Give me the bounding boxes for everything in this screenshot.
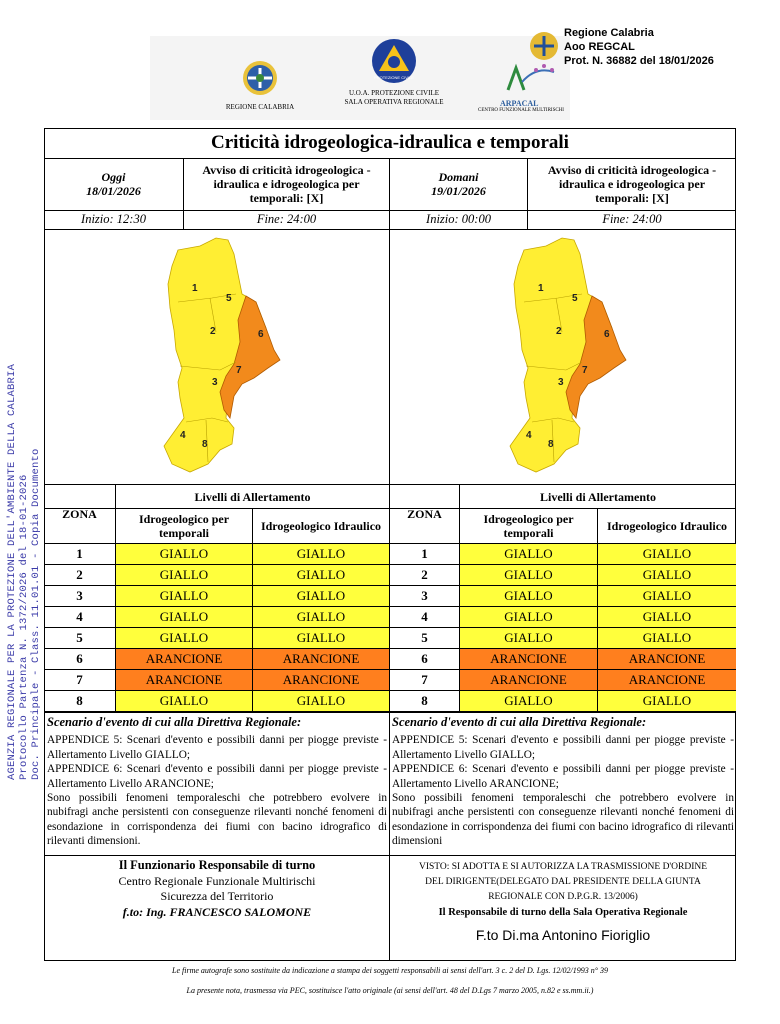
tomorrow-col-idraulico: Idrogeologico Idraulico: [606, 519, 728, 533]
bulletin-title: Criticità idrogeologica-idraulica e temporali: [211, 132, 569, 153]
today-date-cell: [44, 158, 183, 210]
zone-number: 7: [76, 672, 83, 687]
zone-number: 5: [421, 630, 428, 645]
protezione-badge-text: PROTEZIONE CIVILE: [374, 75, 414, 80]
alert-level-temporali: GIALLO: [116, 565, 252, 585]
map-zone-label: 4: [180, 430, 186, 441]
alert-level-temporali: GIALLO: [460, 544, 597, 564]
map-zone-label: 8: [548, 439, 554, 450]
alert-level-idraulico: GIALLO: [253, 565, 389, 585]
map-zone-label: 6: [604, 329, 610, 340]
alert-level-idraulico: GIALLO: [253, 691, 389, 711]
today-levels-header: Livelli di Allertamento: [194, 489, 311, 504]
zone-number: 2: [421, 567, 428, 582]
zone-number: 1: [421, 546, 428, 561]
alert-level-temporali: GIALLO: [460, 628, 597, 648]
protezione-civile-emblem-icon: [371, 38, 417, 84]
map-zone-label: 3: [212, 377, 218, 388]
side-stamp-line-3: Doc. Principale - Class. 11.01.01 - Copia Documento: [30, 448, 42, 780]
alert-level-temporali: GIALLO: [460, 586, 597, 606]
alert-level-idraulico: ARANCIONE: [598, 670, 736, 690]
alert-level-idraulico: GIALLO: [253, 586, 389, 606]
alert-level-temporali: ARANCIONE: [460, 670, 597, 690]
alert-level-idraulico: GIALLO: [253, 628, 389, 648]
regione-emblem-icon: [234, 58, 286, 98]
alert-level-temporali: GIALLO: [460, 565, 597, 585]
left-role: Il Funzionario Responsabile di turno: [118, 858, 316, 872]
today-zona-header: ZONA: [62, 507, 97, 521]
today-scenario: [45, 715, 389, 849]
right-visto-1: VISTO: SI ADOTTA E SI AUTORIZZA LA TRASMISSIONE D'ORDINE: [418, 862, 708, 872]
tomorrow-zona-header: ZONA: [407, 507, 442, 521]
protocol-line-2: Aoo REGCAL: [564, 41, 635, 53]
left-office-1: Centro Regionale Funzionale Multirischi: [118, 873, 316, 888]
alert-level-idraulico: ARANCIONE: [598, 649, 736, 669]
protezione-caption-2: SALA OPERATIVA REGIONALE: [344, 98, 444, 106]
arpacal-logo: [476, 60, 566, 114]
zone-number: 1: [76, 546, 83, 561]
tomorrow-date-cell: [390, 158, 527, 210]
side-stamp-line-1: AGENZIA REGIONALE PER LA PROTEZIONE DELL'AMBIENTE DELLA CALABRIA: [6, 363, 18, 780]
note-pec: La presente nota, trasmessa via PEC, sostituisce l'atto originale (ai sensi dell'art. 48 del D.Lgs 7 marzo 2005, n.82 e ss.mm.ii.): [186, 986, 594, 995]
today-calabria-map: [150, 232, 290, 482]
regione-calabria-logo: [225, 58, 295, 112]
zone-number: 2: [76, 567, 83, 582]
map-zone-label: 7: [582, 365, 588, 376]
side-stamp-line-2: Protocollo Partenza N. 1372/2026 del 18-01-2026: [18, 474, 30, 780]
regione-seal-icon: [528, 30, 560, 62]
rule: [44, 855, 736, 856]
today-scenario-p3: Sono possibili fenomeni temporaleschi che potrebbero evolvere in nubifragi anche persistenti con conseguenze rilevanti nonché fenomeni di esondazione in corrispondenza dei fiumi con bacino idrografico di rilevanti dimensioni.: [47, 792, 387, 848]
today-col-temporali: Idrogeologico per temporali: [138, 512, 230, 540]
arpacal-sub: CENTRO FUNZIONALE MULTIRISCHI: [478, 108, 564, 113]
alert-level-temporali: GIALLO: [116, 607, 252, 627]
tomorrow-levels-header: Livelli di Allertamento: [540, 489, 656, 504]
map-zone-label: 2: [210, 326, 216, 337]
rule: [44, 543, 736, 544]
today-col-idraulico: Idrogeologico Idraulico: [260, 519, 382, 533]
map-zone-label: 1: [192, 283, 198, 294]
today-scenario-heading: Scenario d'evento di cui alla Direttiva Regionale:: [47, 715, 302, 729]
alert-level-idraulico: GIALLO: [253, 607, 389, 627]
side-protocol-stamp: [6, 360, 42, 780]
regione-logo-caption: REGIONE CALABRIA: [225, 103, 295, 111]
alert-level-idraulico: GIALLO: [598, 628, 736, 648]
tomorrow-day-label: Domani: [438, 170, 479, 184]
right-visto-3: REGIONALE CON D.P.G.R. 13/2006): [488, 892, 638, 902]
rule: [44, 229, 736, 230]
zone-number: 6: [76, 651, 83, 666]
zone-number: 3: [76, 588, 83, 603]
today-scenario-p1: APPENDICE 5: Scenari d'evento e possibili danni per piogge previste - Allertamento Livello GIALLO;: [47, 734, 387, 761]
zone-number: 7: [421, 672, 428, 687]
alert-level-temporali: GIALLO: [116, 544, 252, 564]
map-zone-label: 6: [258, 329, 264, 340]
right-signed: F.to Di.ma Antonino Fioriglio: [475, 927, 651, 943]
tomorrow-scenario-p1: APPENDICE 5: Scenari d'evento e possibili danni per piogge previste - Allertamento Livello GIALLO;: [392, 734, 734, 761]
tomorrow-scenario-p2: APPENDICE 6: Scenari d'evento e possibili danni per piogge previste - Allertamento Livello ARANCIONE;: [392, 763, 734, 790]
zone-number: 8: [421, 693, 428, 708]
alert-level-temporali: ARANCIONE: [116, 670, 252, 690]
zone-number: 4: [76, 609, 83, 624]
zone-number: 6: [421, 651, 428, 666]
left-office-2: Sicurezza del Territorio: [160, 889, 274, 903]
rule: [44, 712, 736, 713]
today-date: 18/01/2026: [86, 184, 141, 198]
alert-level-temporali: GIALLO: [116, 586, 252, 606]
alert-level-idraulico: GIALLO: [598, 691, 736, 711]
zone-number: 8: [76, 693, 83, 708]
alert-level-idraulico: GIALLO: [598, 565, 736, 585]
right-role: Il Responsabile di turno della Sala Operativa Regionale: [438, 907, 688, 918]
alert-level-idraulico: ARANCIONE: [253, 670, 389, 690]
map-zone-label: 2: [556, 326, 562, 337]
protocol-line-1: Regione Calabria: [564, 27, 654, 39]
alert-level-temporali: ARANCIONE: [460, 649, 597, 669]
tomorrow-col-temporali: Idrogeologico per temporali: [483, 512, 574, 540]
tomorrow-calabria-map: [496, 232, 636, 482]
today-start: Inizio: 12:30: [81, 212, 146, 226]
map-zone-label: 5: [226, 293, 232, 304]
map-zone-label: 5: [572, 293, 578, 304]
today-scenario-p2: APPENDICE 6: Scenari d'evento e possibili danni per piogge previste - Allertamento Livello ARANCIONE;: [47, 763, 387, 790]
map-zone-label: 1: [538, 283, 544, 294]
map-zone-label: 7: [236, 365, 242, 376]
map-zone-label: 8: [202, 439, 208, 450]
map-zone-label: 4: [526, 430, 532, 441]
tomorrow-scenario-p3: Sono possibili fenomeni temporaleschi che potrebbero evolvere in nubifragi anche persistenti con conseguenze rilevanti nonché fenomeni di esondazione in corrispondenza dei fiumi con bacino idrografico di rilevanti dimensioni: [392, 792, 734, 848]
zone-number: 3: [421, 588, 428, 603]
alert-level-temporali: GIALLO: [116, 628, 252, 648]
tomorrow-end: Fine: 24:00: [602, 212, 662, 226]
right-visto-2: DEL DIRIGENTE(DELEGATO DAL PRESIDENTE DELLA GIUNTA: [425, 877, 701, 887]
note-signatures: Le firme autografe sono sostituite da indicazione a stampa dei soggetti responsabili ai sensi dell'art. 3 c. 2 del D. Lgs. 12/02/1993 n° 39: [172, 966, 608, 975]
protezione-civile-logo: [338, 38, 450, 107]
alert-level-idraulico: GIALLO: [598, 607, 736, 627]
protezione-caption-1: U.O.A. PROTEZIONE CIVILE: [348, 89, 439, 97]
map-zone-label: 3: [558, 377, 564, 388]
alert-level-temporali: ARANCIONE: [116, 649, 252, 669]
alert-level-idraulico: GIALLO: [598, 586, 736, 606]
arpacal-name: ARPACAL: [500, 99, 539, 108]
tomorrow-date: 19/01/2026: [431, 184, 486, 198]
left-signed: f.to: Ing. FRANCESCO SALOMONE: [122, 904, 312, 919]
protocol-line-3: Prot. N. 36882 del 18/01/2026: [564, 55, 714, 67]
tomorrow-avviso: Avviso di criticità idrogeologica - idraulica e idrogeologica per temporali: [X]: [547, 163, 717, 205]
protocol-block: [564, 26, 714, 68]
zone-number: 4: [421, 609, 428, 624]
today-day-label: Oggi: [101, 170, 126, 184]
alert-level-idraulico: ARANCIONE: [253, 649, 389, 669]
tomorrow-scenario: [390, 715, 736, 849]
zone-number: 5: [76, 630, 83, 645]
protocol-emblem: [528, 30, 560, 67]
alert-level-temporali: GIALLO: [460, 691, 597, 711]
alert-level-temporali: GIALLO: [116, 691, 252, 711]
today-end: Fine: 24:00: [256, 212, 317, 226]
tomorrow-start: Inizio: 00:00: [426, 212, 491, 226]
signature-right: [390, 860, 736, 943]
alert-level-temporali: GIALLO: [460, 607, 597, 627]
alert-level-idraulico: GIALLO: [598, 544, 736, 564]
today-avviso: Avviso di criticità idrogeologica - idraulica e idrogeologica per temporali: [X]: [202, 163, 371, 205]
signature-left: [45, 858, 389, 920]
alert-level-idraulico: GIALLO: [253, 544, 389, 564]
tomorrow-scenario-heading: Scenario d'evento di cui alla Direttiva Regionale:: [392, 715, 647, 729]
